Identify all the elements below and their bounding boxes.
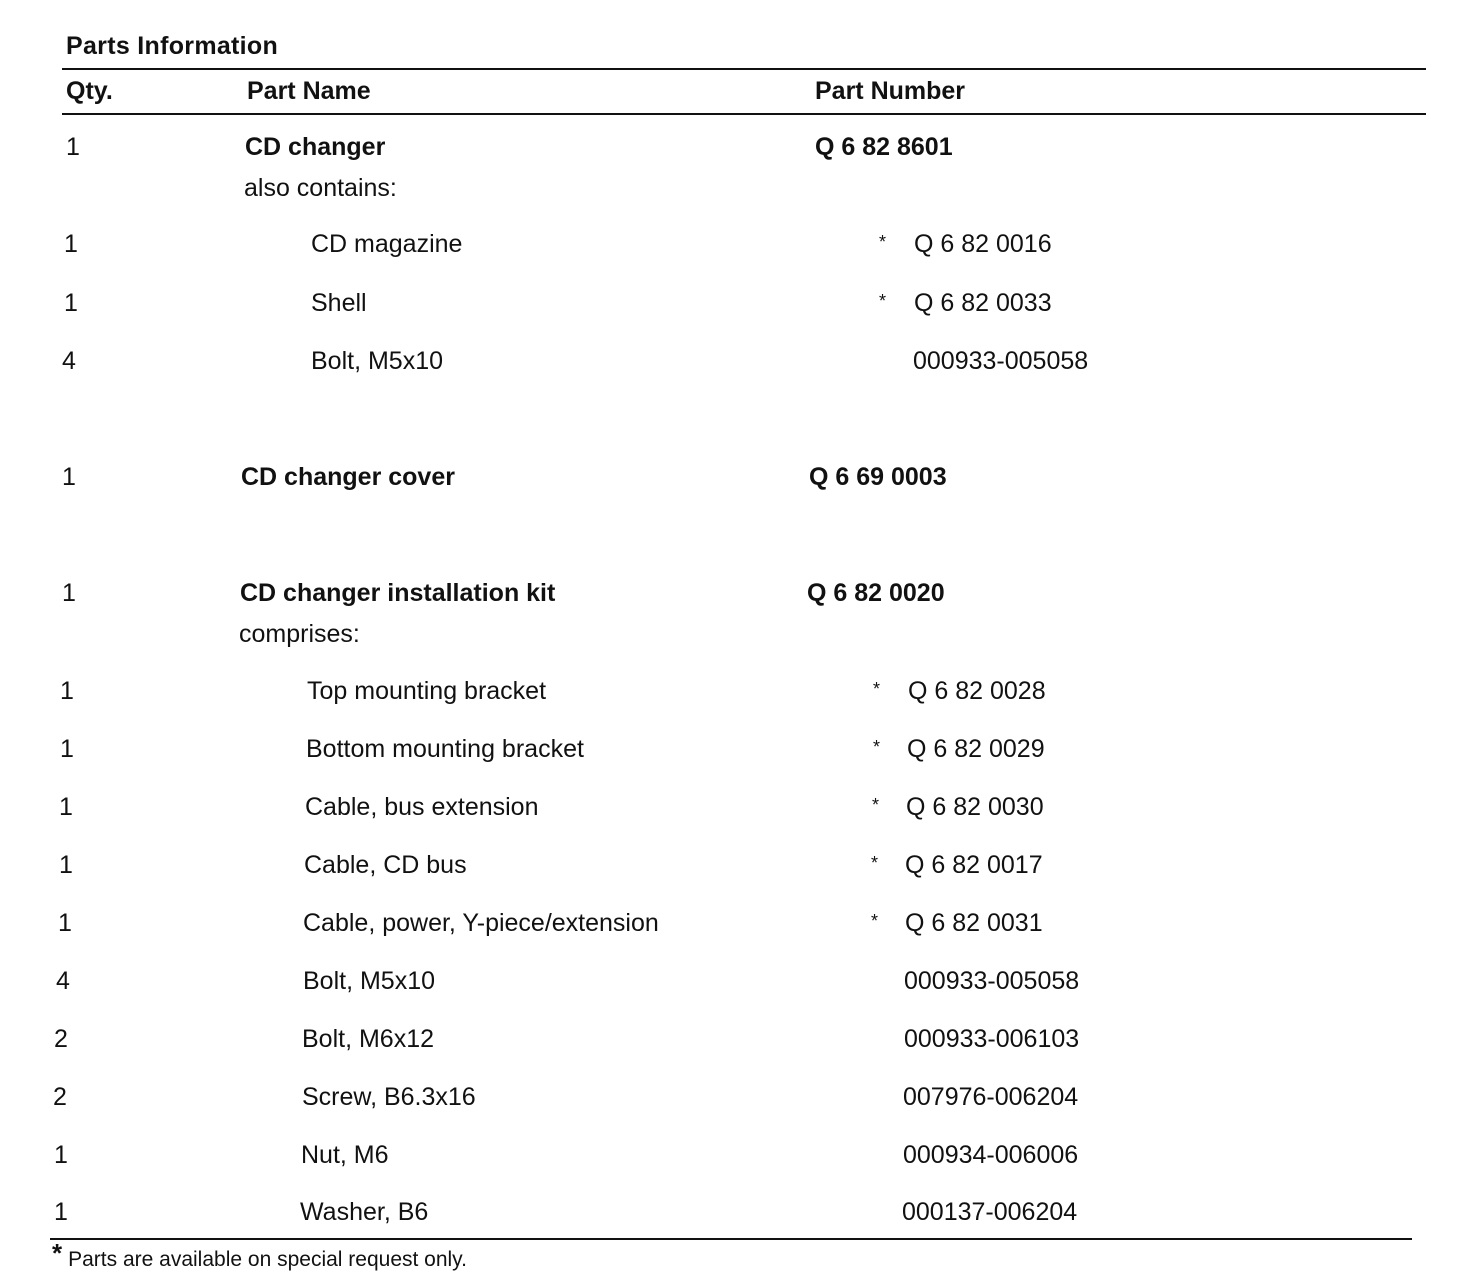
- part-number-cell: Q 6 69 0003: [809, 463, 947, 491]
- qty-cell: 4: [62, 347, 76, 375]
- qty-cell: 1: [64, 289, 78, 317]
- part-name-cell: Cable, power, Y-piece/extension: [303, 909, 659, 937]
- table-row: [0, 677, 1472, 711]
- part-name-cell: Cable, bus extension: [305, 793, 539, 821]
- part-name-cell: Bolt, M6x12: [302, 1025, 435, 1053]
- table-row: [0, 1083, 1472, 1117]
- table-row: [0, 347, 1472, 381]
- part-name-cell: CD changer cover: [241, 463, 455, 491]
- comprises-label: comprises:: [239, 620, 360, 648]
- column-header-qty: Qty.: [66, 77, 113, 105]
- special-request-mark: *: [873, 679, 881, 699]
- table-row: [0, 851, 1472, 885]
- part-name-cell: CD changer installation kit: [240, 579, 556, 607]
- table-row: [0, 735, 1472, 769]
- part-name-cell: Cable, CD bus: [304, 851, 467, 879]
- part-number-cell: Q 6 82 0016: [914, 230, 1052, 258]
- table-row: [0, 230, 1472, 264]
- part-number-cell: Q 6 82 0033: [914, 289, 1052, 317]
- page-title: Parts Information: [66, 32, 279, 60]
- part-number-cell: 000933-006103: [904, 1025, 1080, 1053]
- table-row: [0, 289, 1472, 323]
- footnote: [52, 1238, 467, 1273]
- part-number-cell: Q 6 82 8601: [815, 133, 953, 161]
- qty-cell: 1: [59, 851, 73, 879]
- table-row: [0, 793, 1472, 827]
- part-name-cell: CD magazine: [311, 230, 463, 258]
- also-contains-label: also contains:: [244, 174, 397, 202]
- part-name-cell: Bolt, M5x10: [303, 967, 436, 995]
- column-header-part-name: Part Name: [247, 77, 371, 105]
- part-name-cell: Bottom mounting bracket: [306, 735, 584, 763]
- table-row: [0, 1141, 1472, 1175]
- part-name-cell: Bolt, M5x10: [311, 347, 444, 375]
- table-row: [0, 1025, 1472, 1059]
- special-request-mark: *: [871, 911, 879, 931]
- qty-cell: 4: [56, 967, 70, 995]
- qty-cell: 1: [59, 793, 73, 821]
- part-number-cell: 000933-005058: [913, 347, 1089, 375]
- qty-cell: 1: [62, 579, 76, 607]
- qty-cell: 1: [64, 230, 78, 258]
- qty-cell: 1: [62, 463, 76, 491]
- table-row: [0, 579, 1472, 613]
- part-number-cell: Q 6 82 0030: [906, 793, 1044, 821]
- part-number-cell: 007976-006204: [903, 1083, 1079, 1111]
- part-number-cell: Q 6 82 0017: [905, 851, 1043, 879]
- footnote-mark: *: [52, 1238, 63, 1268]
- qty-cell: 1: [58, 909, 72, 937]
- part-name-cell: Washer, B6: [300, 1198, 429, 1226]
- part-name-cell: Screw, B6.3x16: [302, 1083, 476, 1111]
- qty-cell: 2: [53, 1083, 67, 1111]
- part-number-cell: 000137-006204: [902, 1198, 1078, 1226]
- part-number-cell: 000933-005058: [904, 967, 1080, 995]
- special-request-mark: *: [872, 795, 880, 815]
- table-row: [0, 1198, 1472, 1232]
- bottom-rule: [50, 1238, 1412, 1240]
- qty-cell: 1: [60, 735, 74, 763]
- header-rule: [62, 113, 1426, 115]
- footnote-text: Parts are available on special request only.: [68, 1248, 467, 1271]
- special-request-mark: *: [873, 737, 881, 757]
- table-row: [0, 463, 1472, 497]
- part-name-cell: Top mounting bracket: [307, 677, 547, 705]
- part-number-cell: Q 6 82 0029: [907, 735, 1045, 763]
- part-number-cell: 000934-006006: [903, 1141, 1079, 1169]
- part-number-cell: Q 6 82 0031: [905, 909, 1043, 937]
- special-request-mark: *: [879, 232, 887, 252]
- special-request-mark: *: [879, 291, 887, 311]
- part-number-cell: Q 6 82 0028: [908, 677, 1046, 705]
- qty-cell: 1: [54, 1198, 68, 1226]
- part-name-cell: Shell: [311, 289, 367, 317]
- qty-cell: 1: [66, 133, 80, 161]
- part-name-cell: Nut, M6: [301, 1141, 389, 1169]
- qty-cell: 1: [54, 1141, 68, 1169]
- table-row: [0, 967, 1472, 1001]
- part-number-cell: Q 6 82 0020: [807, 579, 945, 607]
- table-row: [0, 133, 1472, 167]
- qty-cell: 1: [60, 677, 74, 705]
- part-name-cell: CD changer: [245, 133, 386, 161]
- qty-cell: 2: [54, 1025, 68, 1053]
- column-header-part-number: Part Number: [815, 77, 966, 105]
- top-rule: [62, 68, 1426, 70]
- special-request-mark: *: [871, 853, 879, 873]
- table-row: [0, 909, 1472, 943]
